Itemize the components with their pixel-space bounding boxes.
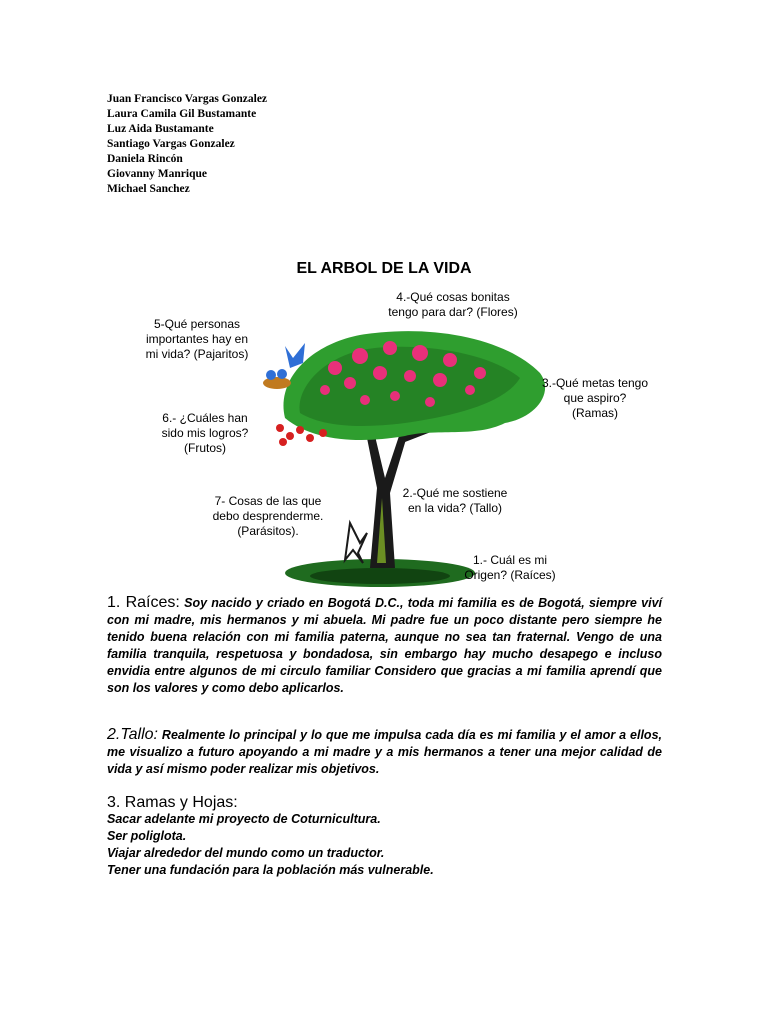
- section-heading: 2.Tallo:: [107, 726, 158, 743]
- author-name: Michael Sanchez: [107, 183, 190, 195]
- list-item: Sacar adelante mi proyecto de Coturnicultura.: [107, 812, 381, 826]
- author-name: Daniela Rincón: [107, 153, 183, 165]
- author-name: Juan Francisco Vargas Gonzalez: [107, 93, 268, 105]
- label-trunk: 2.-Qué me sostiene en la vida? (Tallo): [402, 486, 508, 515]
- section-roots: [107, 594, 662, 697]
- label-branches: 3.-Qué metas tengo que aspiro? (Ramas): [541, 376, 649, 420]
- bird-icon: [277, 369, 287, 379]
- label-birds: 5-Qué personas importantes hay en mi vida? (Pajaritos): [145, 317, 249, 361]
- label-fruits: 6.- ¿Cuáles han sido mis logros? (Frutos): [161, 411, 249, 455]
- author-list: [107, 92, 267, 197]
- bird-nest: [263, 377, 291, 389]
- author-name: Giovanny Manrique: [107, 168, 208, 180]
- label-parasites: 7- Cosas de las que debo desprenderme. (Parásitos).: [212, 494, 324, 538]
- author-name: Santiago Vargas Gonzalez: [107, 138, 235, 150]
- page-title: EL ARBOL DE LA VIDA: [296, 260, 472, 277]
- author-name: Laura Camila Gil Bustamante: [107, 108, 257, 120]
- section-text: Soy nacido y criado en Bogotá D.C., toda mi familia es de Bogotá, siempre viví con mi madre, mis hermanos y mi abuela. Mi padre fue un poco distante pero siempre he tenido buena relación con mi familia paterna, aunque no sea tan fraternal. Vengo de una familia tranquila, respetuosa y bondadosa, sin embargo hay mucho desapego e incluso envidia entre algunos de mi circulo familiar Considero que gracias a mi familia aprendí que son los valores y como debo aplicarlos.: [107, 596, 663, 695]
- parasite-figure: [345, 523, 367, 563]
- section-heading: 1. Raíces:: [107, 594, 180, 611]
- tree-illustration: [255, 318, 575, 593]
- section-heading: 3. Ramas y Hojas:: [107, 794, 238, 811]
- author-name: Luz Aida Bustamante: [107, 123, 214, 135]
- label-flowers: 4.-Qué cosas bonitas tengo para dar? (Flores): [388, 290, 518, 319]
- list-item: Tener una fundación para la población más vulnerable.: [107, 863, 434, 877]
- list-item: Viajar alrededor del mundo como un traductor.: [107, 846, 385, 860]
- section-branches: [107, 794, 662, 879]
- label-roots: 1.- Cuál es mi Origen? (Raíces): [464, 553, 556, 582]
- list-item: Ser poliglota.: [107, 829, 187, 843]
- section-text: Realmente lo principal y lo que me impulsa cada día es mi familia y el amor a ellos, me visualizo a futuro apoyando a mi madre y a mis hermanos a tener una mejor calidad de vida y así mismo poder realizar mis objetivos.: [107, 728, 662, 776]
- section-trunk: [107, 726, 662, 778]
- bird-icon: [266, 370, 276, 380]
